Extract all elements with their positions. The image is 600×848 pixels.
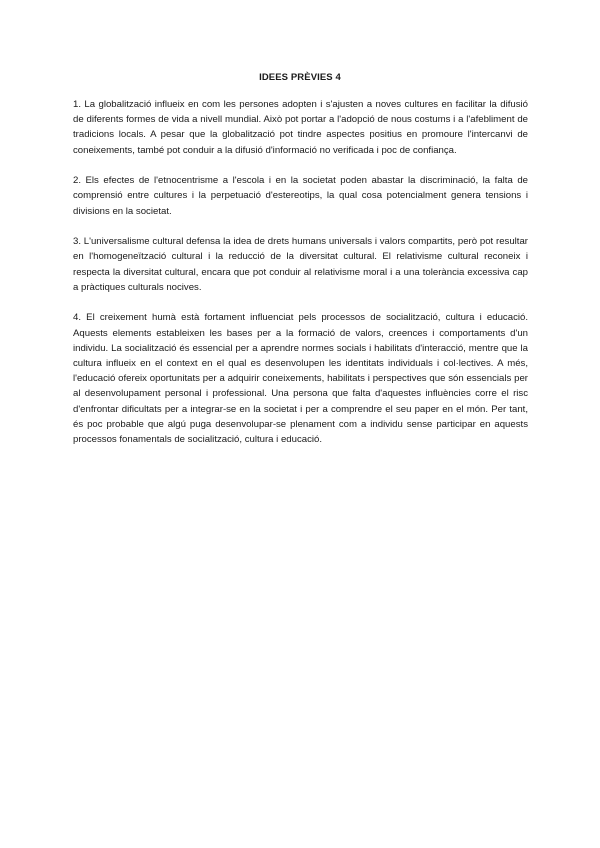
paragraph-2: 2. Els efectes de l'etnocentrisme a l'escola i en la societat poden abastar la discriminació, la falta de comprensió entre cultures i la perpetuació d'estereotips, la qual cosa potencialment genera tensions i divisions en la societat. bbox=[73, 175, 528, 217]
document-body bbox=[73, 97, 528, 463]
paragraph-3: 3. L'universalisme cultural defensa la idea de drets humans universals i valors compartits, però pot resultar en l'homogeneïtzació cultural i la reducció de la diversitat cultural. El relativisme cultural reconeix i respecta la diversitat cultural, encara que pot conduir al relativisme moral i a una tolerància excessiva cap a pràctiques culturals nocives. bbox=[73, 236, 528, 293]
paragraph-1: 1. La globalització influeix en com les persones adopten i s'ajusten a noves cultures en facilitar la difusió de diferents formes de vida a nivell mundial. Això pot portar a l'adopció de nous costums i a l'afebliment de tradicions locals. A pesar que la globalització pot tindre aspectes positius en promoure l'intercanvi de coneixements, també pot conduir a la difusió d'informació no verificada i poc de confiança. bbox=[73, 99, 528, 156]
page-title: IDEES PRÈVIES 4 bbox=[259, 72, 341, 83]
paragraph-4: 4. El creixement humà està fortament influenciat pels processos de socialització, cultura i educació. Aquests elements estableixen les bases per a la formació de valors, creences i comportaments d'un individu. La socialització és essencial per a aprendre normes socials i habilitats d'interacció, mentre que la cultura influeix en el context en el qual es desenvolupen les identitats individuals i col·lectives. A més, l'educació ofereix oportunitats per a adquirir coneixements, habilitats i perspectives que són essencials per al desenvolupament personal i professional. Una persona que falta d'aquestes influències corre el risc d'enfrontar dificultats per a integrar-se en la societat i per a comprendre el seu paper en el món. Per tant, és poc probable que algú puga desenvolupar-se plenament com a individu sense participar en aquests processos fonamentals de socialització, cultura i educació. bbox=[73, 312, 528, 446]
